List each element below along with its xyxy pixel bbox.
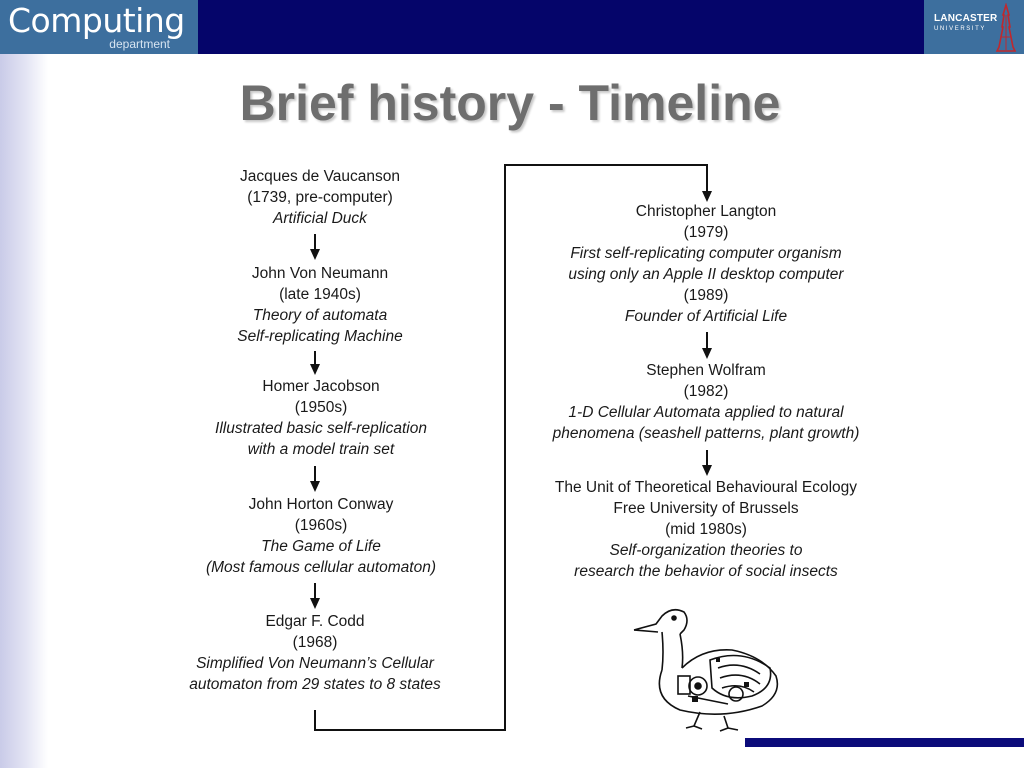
logo-title: Computing xyxy=(8,1,185,40)
event-desc: Theory of automata xyxy=(252,307,388,324)
event-desc: automaton from 29 states to 8 states xyxy=(189,676,441,693)
event-date: (1968) xyxy=(292,634,338,651)
event-desc: Self-organization theories to xyxy=(609,542,803,559)
event-wolfram xyxy=(540,360,872,444)
footer-accent-bar xyxy=(745,738,1024,747)
event-codd xyxy=(175,611,455,695)
event-desc: (Most famous cellular automaton) xyxy=(205,559,436,576)
connector-line xyxy=(504,164,506,731)
arrow-shaft xyxy=(314,583,316,599)
event-name: John Von Neumann xyxy=(251,265,389,282)
slide-title xyxy=(0,74,1024,132)
event-name: Jacques de Vaucanson xyxy=(240,168,400,185)
event-date: (1982) xyxy=(683,383,729,400)
event-desc: with a model train set xyxy=(247,441,395,458)
tower-crest-icon xyxy=(992,3,1020,53)
arrow-down-icon xyxy=(310,481,320,492)
computing-department-logo xyxy=(0,0,198,54)
event-date: (mid 1980s) xyxy=(665,521,747,538)
event-name: Edgar F. Codd xyxy=(265,613,365,630)
event-desc: Simplified Von Neumann’s Cellular xyxy=(196,655,434,672)
event-desc: Founder of Artificial Life xyxy=(624,308,788,325)
arrow-down-icon xyxy=(310,364,320,375)
event-brussels xyxy=(540,477,872,582)
event-desc: The Game of Life xyxy=(261,538,381,555)
event-jacobson xyxy=(190,376,452,460)
event-name: John Horton Conway xyxy=(248,496,394,513)
slide-title-text: Brief history - Timeline xyxy=(239,75,781,131)
event-date: (1950s) xyxy=(294,399,348,416)
arrow-down-icon xyxy=(702,465,712,476)
arrow-down-icon xyxy=(310,598,320,609)
event-desc: using only an Apple II desktop computer xyxy=(568,266,844,283)
event-date: (1739, pre-computer) xyxy=(247,189,393,206)
connector-line xyxy=(314,729,506,731)
arrow-shaft xyxy=(314,466,316,482)
arrow-shaft xyxy=(706,450,708,466)
event-name: Stephen Wolfram xyxy=(646,362,766,379)
event-desc: First self-replicating computer organism xyxy=(570,245,842,262)
event-conway xyxy=(190,494,452,578)
side-gradient xyxy=(0,54,48,768)
event-desc: 1-D Cellular Automata applied to natural xyxy=(568,404,844,421)
event-date: (late 1940s) xyxy=(279,286,361,303)
university-name-line1: LANCASTER xyxy=(934,13,998,24)
university-name-line2: UNIVERSITY xyxy=(934,26,987,32)
logo-subtitle: department xyxy=(109,37,170,51)
event-date: (1960s) xyxy=(294,517,348,534)
event-vaucanson xyxy=(220,166,420,229)
arrow-shaft xyxy=(706,164,708,192)
event-name-2: Free University of Brussels xyxy=(613,500,799,517)
arrow-down-icon xyxy=(310,249,320,260)
connector-line xyxy=(504,164,708,166)
arrow-down-icon xyxy=(702,348,712,359)
event-desc: Illustrated basic self-replication xyxy=(215,420,427,437)
event-desc: phenomena (seashell patterns, plant growth) xyxy=(552,425,860,442)
event-desc: Artificial Duck xyxy=(273,210,367,227)
arrow-shaft xyxy=(314,234,316,250)
event-desc: Self-replicating Machine xyxy=(237,328,403,345)
connector-line xyxy=(314,710,316,731)
event-date: (1979) xyxy=(683,224,729,241)
event-desc: research the behavior of social insects xyxy=(574,563,838,580)
event-von-neumann xyxy=(200,263,440,347)
event-date: (1989) xyxy=(683,287,729,304)
event-name: The Unit of Theoretical Behavioural Ecology xyxy=(554,479,858,496)
lancaster-university-logo xyxy=(924,0,1024,54)
event-langton xyxy=(547,201,865,327)
event-name: Homer Jacobson xyxy=(262,378,380,395)
event-name: Christopher Langton xyxy=(635,203,777,220)
vaucanson-duck-illustration xyxy=(632,598,782,733)
